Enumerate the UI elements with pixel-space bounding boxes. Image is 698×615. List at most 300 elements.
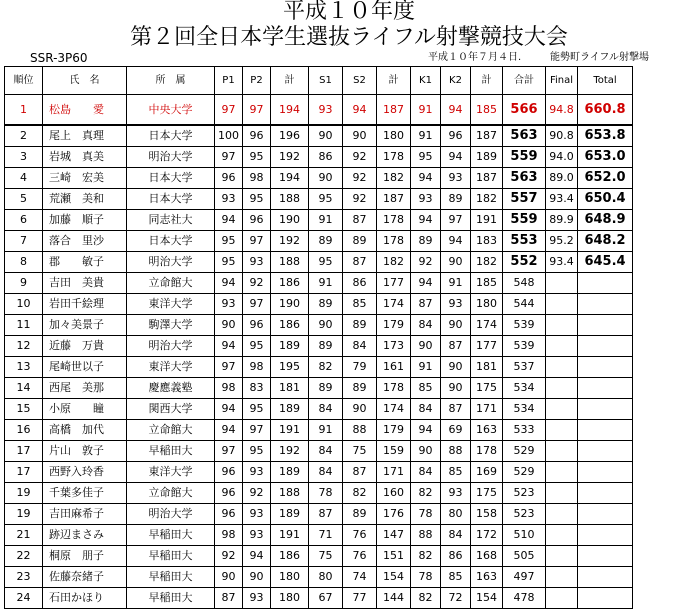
cell-name: 佐藤奈緒子: [43, 567, 127, 588]
cell-s1: 87: [309, 504, 343, 525]
cell-sum: 544: [503, 294, 546, 315]
cell-kt: 185: [471, 95, 503, 126]
table-row: [5, 147, 633, 168]
cell-p2: 97: [243, 294, 271, 315]
cell-school: 立命館大: [127, 273, 215, 294]
header-s1: S1: [309, 67, 343, 95]
cell-name: 三崎 宏美: [43, 168, 127, 189]
cell-s1: 91: [309, 273, 343, 294]
cell-rank: 14: [5, 378, 43, 399]
cell-sum: 548: [503, 273, 546, 294]
cell-s2: 75: [343, 441, 377, 462]
cell-final: [546, 462, 578, 483]
cell-k2: 80: [441, 504, 471, 525]
cell-pt: 194: [271, 168, 309, 189]
cell-k2: 91: [441, 273, 471, 294]
cell-total: 653.8: [578, 125, 633, 147]
cell-kt: 189: [471, 147, 503, 168]
cell-pt: 190: [271, 210, 309, 231]
cell-p2: 95: [243, 441, 271, 462]
table-row: [5, 462, 633, 483]
cell-total: 653.0: [578, 147, 633, 168]
cell-k1: 95: [411, 147, 441, 168]
cell-s2: 89: [343, 378, 377, 399]
results-table: [4, 66, 633, 609]
cell-st: 179: [377, 315, 411, 336]
table-row: [5, 125, 633, 147]
cell-school: 東洋大学: [127, 357, 215, 378]
cell-s1: 67: [309, 588, 343, 609]
cell-k2: 94: [441, 231, 471, 252]
header-k-total: 計: [471, 67, 503, 95]
cell-name: 跡辺まさみ: [43, 525, 127, 546]
cell-rank: 4: [5, 168, 43, 189]
cell-k2: 93: [441, 483, 471, 504]
cell-rank: 22: [5, 546, 43, 567]
cell-total: [578, 399, 633, 420]
cell-school: 関西大学: [127, 399, 215, 420]
cell-s2: 87: [343, 462, 377, 483]
cell-k2: 94: [441, 95, 471, 126]
cell-p2: 93: [243, 252, 271, 273]
cell-p1: 90: [215, 315, 243, 336]
cell-p1: 94: [215, 210, 243, 231]
cell-total: [578, 336, 633, 357]
cell-total: 650.4: [578, 189, 633, 210]
cell-s1: 89: [309, 336, 343, 357]
header-k1: K1: [411, 67, 441, 95]
cell-name: 片山 敦子: [43, 441, 127, 462]
table-row: [5, 210, 633, 231]
cell-p1: 95: [215, 252, 243, 273]
cell-kt: 182: [471, 252, 503, 273]
cell-k1: 94: [411, 168, 441, 189]
cell-name: 尾上 真理: [43, 125, 127, 147]
table-row: [5, 95, 633, 126]
cell-p1: 87: [215, 588, 243, 609]
cell-total: [578, 546, 633, 567]
cell-k1: 78: [411, 567, 441, 588]
cell-school: 駒澤大学: [127, 315, 215, 336]
cell-k2: 96: [441, 125, 471, 147]
cell-st: 171: [377, 462, 411, 483]
cell-sum: 552: [503, 252, 546, 273]
cell-k1: 82: [411, 588, 441, 609]
cell-s1: 84: [309, 399, 343, 420]
cell-sum: 523: [503, 483, 546, 504]
cell-kt: 169: [471, 462, 503, 483]
cell-sum: 497: [503, 567, 546, 588]
cell-s2: 89: [343, 504, 377, 525]
cell-rank: 21: [5, 525, 43, 546]
cell-pt: 188: [271, 483, 309, 504]
cell-k2: 72: [441, 588, 471, 609]
cell-final: [546, 588, 578, 609]
cell-school: 明治大学: [127, 336, 215, 357]
cell-k2: 87: [441, 399, 471, 420]
header-rank: 順位: [5, 67, 43, 95]
cell-name: 高橋 加代: [43, 420, 127, 441]
cell-kt: 171: [471, 399, 503, 420]
cell-s1: 95: [309, 252, 343, 273]
cell-final: [546, 483, 578, 504]
cell-pt: 186: [271, 273, 309, 294]
cell-p2: 83: [243, 378, 271, 399]
cell-school: 早稲田大: [127, 546, 215, 567]
cell-pt: 191: [271, 525, 309, 546]
cell-k2: 93: [441, 168, 471, 189]
cell-p1: 96: [215, 168, 243, 189]
cell-rank: 19: [5, 483, 43, 504]
cell-sum: 523: [503, 504, 546, 525]
cell-p2: 97: [243, 420, 271, 441]
table-row: [5, 357, 633, 378]
cell-name: 吉田麻希子: [43, 504, 127, 525]
cell-k1: 85: [411, 378, 441, 399]
header-final: Final: [546, 67, 578, 95]
cell-name: 荒瀬 美和: [43, 189, 127, 210]
cell-final: [546, 399, 578, 420]
cell-st: 187: [377, 95, 411, 126]
cell-p1: 97: [215, 95, 243, 126]
cell-sum: 510: [503, 525, 546, 546]
cell-final: [546, 420, 578, 441]
cell-pt: 188: [271, 189, 309, 210]
cell-sum: 533: [503, 420, 546, 441]
cell-school: 慶應義塾: [127, 378, 215, 399]
cell-school: 早稲田大: [127, 567, 215, 588]
cell-total: [578, 294, 633, 315]
cell-k1: 90: [411, 441, 441, 462]
cell-final: 94.8: [546, 95, 578, 126]
cell-kt: 174: [471, 315, 503, 336]
cell-s2: 92: [343, 168, 377, 189]
header-s-total: 計: [377, 67, 411, 95]
header-school: 所 属: [127, 67, 215, 95]
cell-s1: 80: [309, 567, 343, 588]
cell-k2: 84: [441, 525, 471, 546]
cell-s2: 86: [343, 273, 377, 294]
cell-sum: 529: [503, 441, 546, 462]
cell-p2: 95: [243, 399, 271, 420]
cell-pt: 189: [271, 504, 309, 525]
cell-st: 173: [377, 336, 411, 357]
cell-school: 同志社大: [127, 210, 215, 231]
cell-kt: 163: [471, 567, 503, 588]
cell-pt: 196: [271, 125, 309, 147]
cell-pt: 188: [271, 252, 309, 273]
cell-s2: 87: [343, 210, 377, 231]
cell-rank: 5: [5, 189, 43, 210]
event-date: 平成１０年７月４日.: [428, 52, 522, 63]
table-row: [5, 420, 633, 441]
cell-s1: 82: [309, 357, 343, 378]
table-row: [5, 231, 633, 252]
cell-k2: 94: [441, 147, 471, 168]
cell-p2: 95: [243, 147, 271, 168]
cell-st: 178: [377, 231, 411, 252]
cell-k2: 93: [441, 294, 471, 315]
cell-pt: 189: [271, 399, 309, 420]
cell-sum: 563: [503, 168, 546, 189]
cell-total: [578, 462, 633, 483]
cell-st: 147: [377, 525, 411, 546]
cell-name: 尾崎世以子: [43, 357, 127, 378]
cell-k1: 94: [411, 210, 441, 231]
cell-st: 182: [377, 252, 411, 273]
page-title: 第２回全日本学生選抜ライフル射撃競技大会: [130, 25, 568, 50]
cell-k1: 84: [411, 399, 441, 420]
cell-s2: 74: [343, 567, 377, 588]
cell-k2: 90: [441, 378, 471, 399]
cell-p1: 98: [215, 525, 243, 546]
event-venue: 能勢町ライフル射撃場: [550, 52, 649, 63]
cell-name: 松島 愛: [43, 95, 127, 126]
cell-final: [546, 546, 578, 567]
cell-p1: 96: [215, 483, 243, 504]
cell-sum: 566: [503, 95, 546, 126]
cell-s1: 90: [309, 315, 343, 336]
cell-name: 石田かほり: [43, 588, 127, 609]
table-row: [5, 336, 633, 357]
cell-name: 加藤 順子: [43, 210, 127, 231]
cell-school: 立命館大: [127, 420, 215, 441]
cell-s2: 77: [343, 588, 377, 609]
cell-k2: 85: [441, 567, 471, 588]
cell-p2: 96: [243, 315, 271, 336]
cell-p2: 93: [243, 504, 271, 525]
cell-name: 西野入玲香: [43, 462, 127, 483]
cell-final: [546, 378, 578, 399]
cell-kt: 178: [471, 441, 503, 462]
cell-name: 桐原 朋子: [43, 546, 127, 567]
header-p1: P1: [215, 67, 243, 95]
cell-total: [578, 441, 633, 462]
cell-kt: 175: [471, 378, 503, 399]
cell-sum: 505: [503, 546, 546, 567]
cell-final: [546, 294, 578, 315]
cell-final: 94.0: [546, 147, 578, 168]
cell-rank: 11: [5, 315, 43, 336]
cell-final: 89.9: [546, 210, 578, 231]
cell-p2: 98: [243, 357, 271, 378]
cell-p1: 96: [215, 504, 243, 525]
cell-rank: 1: [5, 95, 43, 126]
table-row: [5, 567, 633, 588]
cell-school: 日本大学: [127, 168, 215, 189]
cell-pt: 194: [271, 95, 309, 126]
cell-s1: 86: [309, 147, 343, 168]
cell-total: [578, 315, 633, 336]
cell-sum: 539: [503, 315, 546, 336]
table-row: [5, 483, 633, 504]
cell-school: 明治大学: [127, 252, 215, 273]
header-k2: K2: [441, 67, 471, 95]
cell-total: [578, 525, 633, 546]
cell-name: 千葉多佳子: [43, 483, 127, 504]
cell-final: 93.4: [546, 252, 578, 273]
cell-kt: 163: [471, 420, 503, 441]
cell-total: 648.9: [578, 210, 633, 231]
cell-pt: 191: [271, 420, 309, 441]
cell-p1: 90: [215, 567, 243, 588]
cell-p1: 98: [215, 378, 243, 399]
header-p2: P2: [243, 67, 271, 95]
cell-k1: 84: [411, 315, 441, 336]
table-row: [5, 588, 633, 609]
cell-school: 早稲田大: [127, 588, 215, 609]
cell-sum: 563: [503, 125, 546, 147]
cell-kt: 154: [471, 588, 503, 609]
cell-p2: 96: [243, 210, 271, 231]
table-row: [5, 252, 633, 273]
header-name: 氏 名: [43, 67, 127, 95]
cell-school: 日本大学: [127, 189, 215, 210]
cell-school: 明治大学: [127, 147, 215, 168]
cell-school: 東洋大学: [127, 462, 215, 483]
cell-p2: 98: [243, 168, 271, 189]
cell-kt: 180: [471, 294, 503, 315]
cell-rank: 2: [5, 125, 43, 147]
table-row: [5, 378, 633, 399]
cell-total: 648.2: [578, 231, 633, 252]
cell-kt: 172: [471, 525, 503, 546]
cell-s1: 90: [309, 125, 343, 147]
cell-final: 93.4: [546, 189, 578, 210]
cell-rank: 23: [5, 567, 43, 588]
cell-name: 近藤 万貴: [43, 336, 127, 357]
header-row: [5, 67, 633, 95]
cell-s1: 78: [309, 483, 343, 504]
cell-rank: 8: [5, 252, 43, 273]
table-row: [5, 168, 633, 189]
cell-school: 中央大学: [127, 95, 215, 126]
cell-final: 89.0: [546, 168, 578, 189]
cell-st: 159: [377, 441, 411, 462]
cell-p2: 94: [243, 546, 271, 567]
cell-p1: 100: [215, 125, 243, 147]
cell-name: 郡 敏子: [43, 252, 127, 273]
cell-final: 95.2: [546, 231, 578, 252]
cell-pt: 192: [271, 147, 309, 168]
cell-school: 立命館大: [127, 483, 215, 504]
cell-final: [546, 567, 578, 588]
cell-pt: 192: [271, 441, 309, 462]
cell-s1: 71: [309, 525, 343, 546]
cell-st: 154: [377, 567, 411, 588]
cell-k2: 86: [441, 546, 471, 567]
cell-s2: 82: [343, 483, 377, 504]
cell-total: [578, 378, 633, 399]
cell-sum: 559: [503, 210, 546, 231]
cell-rank: 12: [5, 336, 43, 357]
cell-sum: 534: [503, 378, 546, 399]
cell-p1: 97: [215, 441, 243, 462]
page-title-year: 平成１０年度: [282, 0, 415, 24]
cell-sum: 559: [503, 147, 546, 168]
header-sum: 合計: [503, 67, 546, 95]
header-p-total: 計: [271, 67, 309, 95]
cell-pt: 186: [271, 315, 309, 336]
cell-p2: 96: [243, 125, 271, 147]
cell-k2: 85: [441, 462, 471, 483]
cell-p1: 97: [215, 357, 243, 378]
cell-st: 151: [377, 546, 411, 567]
cell-name: 西尾 美那: [43, 378, 127, 399]
cell-k2: 69: [441, 420, 471, 441]
cell-school: 早稲田大: [127, 441, 215, 462]
cell-st: 178: [377, 147, 411, 168]
cell-kt: 182: [471, 189, 503, 210]
cell-s2: 87: [343, 252, 377, 273]
table-row: [5, 273, 633, 294]
cell-k1: 78: [411, 504, 441, 525]
cell-k1: 94: [411, 273, 441, 294]
cell-s2: 90: [343, 399, 377, 420]
cell-k1: 89: [411, 231, 441, 252]
cell-p1: 94: [215, 336, 243, 357]
cell-s2: 88: [343, 420, 377, 441]
cell-p1: 97: [215, 147, 243, 168]
cell-s2: 90: [343, 125, 377, 147]
cell-k2: 90: [441, 357, 471, 378]
cell-kt: 191: [471, 210, 503, 231]
cell-p2: 93: [243, 588, 271, 609]
cell-final: 90.8: [546, 125, 578, 147]
cell-k1: 90: [411, 336, 441, 357]
cell-s2: 94: [343, 95, 377, 126]
cell-k2: 90: [441, 315, 471, 336]
cell-sum: 539: [503, 336, 546, 357]
cell-kt: 175: [471, 483, 503, 504]
cell-rank: 15: [5, 399, 43, 420]
cell-total: [578, 567, 633, 588]
cell-s1: 84: [309, 441, 343, 462]
cell-pt: 189: [271, 462, 309, 483]
table-row: [5, 546, 633, 567]
cell-st: 177: [377, 273, 411, 294]
cell-p1: 93: [215, 294, 243, 315]
cell-p2: 97: [243, 231, 271, 252]
cell-total: [578, 420, 633, 441]
cell-school: 日本大学: [127, 231, 215, 252]
cell-final: [546, 357, 578, 378]
cell-rank: 13: [5, 357, 43, 378]
cell-p2: 92: [243, 483, 271, 504]
cell-rank: 16: [5, 420, 43, 441]
cell-total: [578, 504, 633, 525]
cell-k2: 88: [441, 441, 471, 462]
cell-total: [578, 483, 633, 504]
table-row: [5, 399, 633, 420]
cell-p2: 95: [243, 336, 271, 357]
cell-rank: 7: [5, 231, 43, 252]
cell-p1: 92: [215, 546, 243, 567]
cell-total: 652.0: [578, 168, 633, 189]
cell-sum: 557: [503, 189, 546, 210]
cell-p2: 92: [243, 273, 271, 294]
cell-pt: 190: [271, 294, 309, 315]
table-row: [5, 189, 633, 210]
cell-k1: 88: [411, 525, 441, 546]
event-code: SSR-3P60: [30, 51, 88, 65]
cell-total: [578, 357, 633, 378]
cell-s1: 95: [309, 189, 343, 210]
cell-k1: 91: [411, 125, 441, 147]
cell-rank: 24: [5, 588, 43, 609]
cell-school: 東洋大学: [127, 294, 215, 315]
cell-sum: 537: [503, 357, 546, 378]
